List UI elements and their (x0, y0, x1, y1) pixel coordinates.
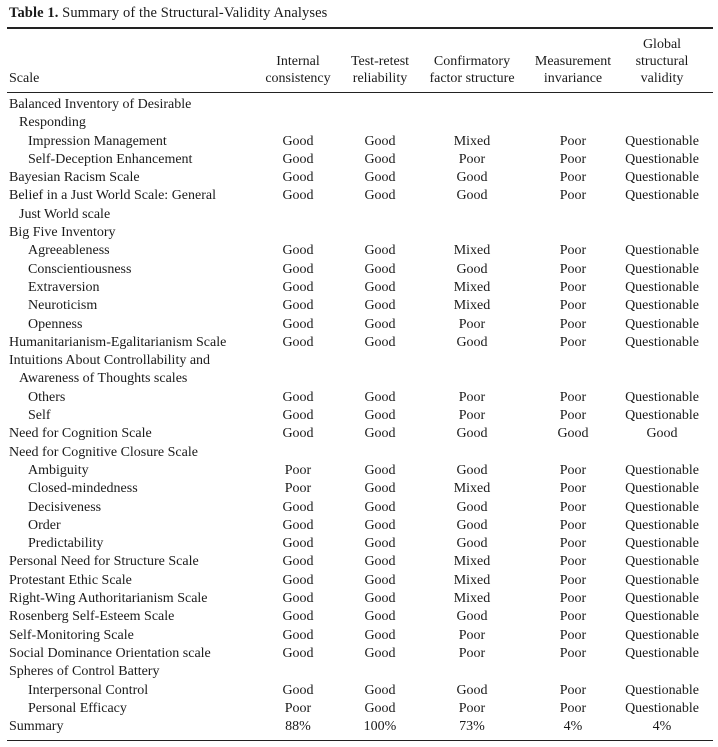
scale-name-line1: Personal Efficacy (28, 700, 127, 716)
cell-internal-consistency: Poor (284, 700, 312, 716)
cell-test-retest: Good (364, 133, 396, 149)
scale-name-line1: Social Dominance Orientation scale (9, 645, 211, 661)
cell-measurement-invariance: Poor (559, 389, 587, 405)
scale-name-line1: Openness (28, 316, 83, 332)
cell-measurement-invariance: Poor (559, 170, 587, 186)
cell-test-retest: Good (364, 517, 396, 533)
cell-confirmatory-factor: Good (456, 334, 488, 350)
cell-test-retest: Good (364, 426, 396, 442)
cell-global-validity: Questionable (625, 700, 699, 716)
cell-test-retest: Good (364, 536, 396, 552)
cell-measurement-invariance: 4% (563, 719, 583, 735)
cell-internal-consistency: Good (282, 261, 314, 277)
cell-internal-consistency: Good (282, 645, 314, 661)
scale-name (28, 499, 101, 517)
table-row (0, 535, 718, 553)
cell-confirmatory-factor: Good (456, 682, 488, 698)
cell-confirmatory-factor: Good (456, 188, 488, 204)
header-internal-line1: Internal (276, 54, 320, 69)
table-row (0, 663, 718, 681)
scale-name-line1: Others (28, 389, 66, 405)
table-row (0, 334, 718, 352)
scale-name-line1: Big Five Inventory (9, 225, 116, 241)
scale-name-line1: Decisiveness (28, 499, 102, 515)
scale-name-line1: Rosenberg Self-Esteem Scale (9, 609, 175, 625)
table-row (0, 499, 718, 517)
cell-internal-consistency: Good (282, 591, 314, 607)
scale-name (28, 242, 110, 260)
cell-test-retest: Good (364, 609, 396, 625)
scale-name-line1: Ambiguity (28, 462, 89, 478)
table-row (0, 279, 718, 297)
scale-name (28, 700, 127, 718)
scale-name-line1: Right-Wing Authoritarianism Scale (9, 591, 208, 607)
cell-global-validity: Questionable (625, 645, 699, 661)
cell-global-validity: 4% (652, 719, 672, 735)
scale-name-line1: Impression Management (28, 133, 167, 149)
cell-test-retest: Good (364, 700, 396, 716)
cell-measurement-invariance: Poor (559, 481, 587, 497)
cell-internal-consistency: Good (282, 316, 314, 332)
cell-confirmatory-factor: Poor (458, 151, 486, 167)
scale-name (28, 480, 138, 498)
scale-name (28, 297, 97, 315)
scale-name (9, 627, 134, 645)
cell-internal-consistency: Good (282, 188, 314, 204)
header-measurement-invariance (530, 53, 616, 87)
cell-global-validity: Questionable (625, 151, 699, 167)
cell-internal-consistency: Poor (284, 481, 312, 497)
cell-global-validity: Questionable (625, 279, 699, 295)
cell-test-retest: Good (364, 462, 396, 478)
cell-test-retest: Good (364, 481, 396, 497)
table-row (0, 444, 718, 462)
scale-name-line1: Bayesian Racism Scale (9, 170, 140, 186)
cell-measurement-invariance: Poor (559, 462, 587, 478)
cell-measurement-invariance: Poor (559, 188, 587, 204)
table-row (0, 627, 718, 645)
cell-measurement-invariance: Poor (559, 627, 587, 643)
scale-name (28, 535, 103, 553)
cell-confirmatory-factor: Good (456, 536, 488, 552)
scale-name (9, 187, 216, 224)
cell-measurement-invariance: Poor (559, 334, 587, 350)
cell-confirmatory-factor: Mixed (453, 279, 491, 295)
cell-internal-consistency: Good (282, 682, 314, 698)
cell-global-validity: Questionable (625, 298, 699, 314)
cell-global-validity: Questionable (625, 170, 699, 186)
header-test-retest (344, 53, 416, 87)
scale-name-line1: Agreeableness (28, 243, 110, 259)
table-row (0, 700, 718, 718)
header-internal-line2: consistency (265, 71, 331, 86)
cell-confirmatory-factor: Good (456, 499, 488, 515)
cell-test-retest: Good (364, 682, 396, 698)
scale-name (28, 316, 82, 334)
summary-row (0, 718, 718, 736)
scale-name-line2: Responding (19, 115, 86, 131)
header-internal-consistency (262, 53, 334, 87)
cell-confirmatory-factor: Poor (458, 316, 486, 332)
scale-name (9, 224, 116, 242)
cell-internal-consistency: Good (282, 426, 314, 442)
cell-global-validity: Questionable (625, 609, 699, 625)
scale-name (28, 151, 192, 169)
cell-measurement-invariance: Poor (559, 316, 587, 332)
cell-test-retest: Good (364, 389, 396, 405)
cell-confirmatory-factor: 73% (459, 719, 485, 735)
cell-internal-consistency: 88% (285, 719, 311, 735)
scale-name (9, 663, 159, 681)
table-row (0, 572, 718, 590)
scale-name-line2: Awareness of Thoughts scales (19, 371, 188, 387)
cell-measurement-invariance: Poor (559, 700, 587, 716)
table-row (0, 242, 718, 260)
cell-internal-consistency: Good (282, 133, 314, 149)
scale-name (9, 334, 226, 352)
cell-global-validity: Questionable (625, 481, 699, 497)
cell-internal-consistency: Good (282, 554, 314, 570)
scale-name (9, 572, 132, 590)
cell-internal-consistency: Poor (284, 462, 312, 478)
cell-measurement-invariance: Poor (559, 609, 587, 625)
table-row (0, 425, 718, 443)
header-global-line2: structural (635, 54, 689, 69)
cell-global-validity: Questionable (625, 682, 699, 698)
table-row (0, 169, 718, 187)
cell-test-retest: Good (364, 499, 396, 515)
cell-internal-consistency: Good (282, 298, 314, 314)
scale-name-line1: Summary (9, 719, 64, 735)
header-cfa-line1: Confirmatory (433, 54, 511, 69)
cell-test-retest: Good (364, 627, 396, 643)
cell-global-validity: Questionable (625, 517, 699, 533)
scale-name-line1: Self (28, 408, 51, 424)
cell-internal-consistency: Good (282, 517, 314, 533)
scale-name (28, 279, 100, 297)
cell-confirmatory-factor: Mixed (453, 133, 491, 149)
table-row (0, 261, 718, 279)
scale-name-line1: Intuitions About Controllability and (9, 353, 211, 369)
cell-confirmatory-factor: Good (456, 426, 488, 442)
table-row (0, 133, 718, 151)
scale-name-line1: Need for Cognitive Closure Scale (9, 444, 198, 460)
cell-confirmatory-factor: Good (456, 462, 488, 478)
table-row (0, 224, 718, 242)
cell-test-retest: Good (364, 188, 396, 204)
table-row (0, 682, 718, 700)
cell-measurement-invariance: Poor (559, 298, 587, 314)
table-row (0, 608, 718, 626)
cell-global-validity: Questionable (625, 316, 699, 332)
cell-internal-consistency: Good (282, 151, 314, 167)
scale-name-line1: Belief in a Just World Scale: General (9, 188, 216, 204)
table-row (0, 517, 718, 535)
table-row (0, 352, 718, 389)
scale-name-line1: Humanitarianism-Egalitarianism Scale (9, 334, 227, 350)
cell-global-validity: Questionable (625, 389, 699, 405)
scale-name-line1: Predictability (28, 536, 104, 552)
cell-measurement-invariance: Good (557, 426, 589, 442)
cell-test-retest: Good (364, 645, 396, 661)
scale-name-line1: Spheres of Control Battery (9, 664, 160, 680)
cell-confirmatory-factor: Poor (458, 700, 486, 716)
cell-confirmatory-factor: Mixed (453, 243, 491, 259)
header-retest-line2: reliability (352, 71, 408, 86)
table-title: Summary of the Structural-Validity Analyses (62, 5, 328, 21)
scale-name-line1: Order (28, 517, 61, 533)
cell-measurement-invariance: Poor (559, 408, 587, 424)
cell-measurement-invariance: Poor (559, 517, 587, 533)
table-header (0, 33, 718, 91)
cell-measurement-invariance: Poor (559, 243, 587, 259)
header-invariance-line1: Measurement (534, 54, 612, 69)
cell-measurement-invariance: Poor (559, 133, 587, 149)
cell-global-validity: Questionable (625, 499, 699, 515)
cell-internal-consistency: Good (282, 499, 314, 515)
cell-confirmatory-factor: Good (456, 609, 488, 625)
scale-name-line1: Self-Monitoring Scale (9, 627, 134, 643)
cell-measurement-invariance: Poor (559, 151, 587, 167)
cell-measurement-invariance: Poor (559, 536, 587, 552)
cell-test-retest: Good (364, 316, 396, 332)
header-retest-line1: Test-retest (350, 54, 410, 69)
cell-test-retest: Good (364, 572, 396, 588)
cell-internal-consistency: Good (282, 389, 314, 405)
scale-name (28, 462, 89, 480)
scale-name-line1: Neuroticism (28, 298, 98, 314)
cell-test-retest: Good (364, 170, 396, 186)
scale-name-line1: Balanced Inventory of Desirable (9, 97, 192, 112)
scale-name (9, 352, 210, 389)
cell-measurement-invariance: Poor (559, 554, 587, 570)
cell-test-retest: Good (364, 243, 396, 259)
table-row (0, 480, 718, 498)
scale-name-line2: Just World scale (19, 206, 111, 222)
bottom-rule (7, 740, 713, 741)
cell-confirmatory-factor: Poor (458, 645, 486, 661)
cell-test-retest: Good (364, 334, 396, 350)
cell-test-retest: Good (364, 408, 396, 424)
table-row (0, 297, 718, 315)
scale-name-line1: Extraversion (28, 279, 100, 295)
cell-test-retest: Good (364, 554, 396, 570)
cell-measurement-invariance: Poor (559, 279, 587, 295)
cell-global-validity: Good (646, 426, 678, 442)
cell-measurement-invariance: Poor (559, 572, 587, 588)
cell-global-validity: Questionable (625, 243, 699, 259)
cell-confirmatory-factor: Mixed (453, 572, 491, 588)
table-row (0, 407, 718, 425)
top-rule (7, 27, 713, 29)
cell-confirmatory-factor: Mixed (453, 481, 491, 497)
scale-name (28, 517, 61, 535)
table-row (0, 316, 718, 334)
header-invariance-line2: invariance (543, 71, 603, 86)
cell-test-retest: Good (364, 591, 396, 607)
cell-confirmatory-factor: Poor (458, 389, 486, 405)
header-global-line3: validity (640, 71, 684, 86)
cell-confirmatory-factor: Good (456, 517, 488, 533)
table-row (0, 645, 718, 663)
cell-test-retest: Good (364, 279, 396, 295)
scale-name (9, 645, 211, 663)
cell-internal-consistency: Good (282, 609, 314, 625)
cell-global-validity: Questionable (625, 591, 699, 607)
cell-global-validity: Questionable (625, 554, 699, 570)
cell-confirmatory-factor: Mixed (453, 554, 491, 570)
cell-global-validity: Questionable (625, 261, 699, 277)
cell-confirmatory-factor: Good (456, 261, 488, 277)
scale-name (9, 608, 174, 626)
table-body (0, 96, 718, 736)
scale-name (9, 96, 191, 133)
scale-name (28, 133, 167, 151)
cell-confirmatory-factor: Mixed (453, 298, 491, 314)
scale-name (28, 261, 131, 279)
cell-internal-consistency: Good (282, 408, 314, 424)
scale-name-line1: Self-Deception Enhancement (28, 151, 193, 167)
scale-name (9, 590, 208, 608)
cell-global-validity: Questionable (625, 627, 699, 643)
scale-name (9, 444, 198, 462)
cell-internal-consistency: Good (282, 334, 314, 350)
cell-measurement-invariance: Poor (559, 261, 587, 277)
table-row (0, 151, 718, 169)
header-scale: Scale (9, 71, 40, 86)
cell-global-validity: Questionable (625, 408, 699, 424)
cell-confirmatory-factor: Poor (458, 627, 486, 643)
cell-internal-consistency: Good (282, 279, 314, 295)
cell-test-retest: Good (364, 261, 396, 277)
cell-internal-consistency: Good (282, 627, 314, 643)
table-row (0, 389, 718, 407)
table-row (0, 462, 718, 480)
scale-name (9, 553, 199, 571)
cell-test-retest: Good (364, 151, 396, 167)
cell-test-retest: 100% (363, 719, 397, 735)
cell-measurement-invariance: Poor (559, 591, 587, 607)
cell-confirmatory-factor: Good (456, 170, 488, 186)
cell-measurement-invariance: Poor (559, 682, 587, 698)
table-label: Table 1. (9, 5, 59, 21)
scale-name-line1: Personal Need for Structure Scale (9, 554, 199, 570)
table-caption (9, 5, 327, 22)
scale-name (9, 169, 140, 187)
cell-internal-consistency: Good (282, 536, 314, 552)
table-row (0, 590, 718, 608)
cell-measurement-invariance: Poor (559, 499, 587, 515)
scale-name (28, 682, 148, 700)
table-row (0, 96, 718, 133)
cell-internal-consistency: Good (282, 243, 314, 259)
cell-confirmatory-factor: Poor (458, 408, 486, 424)
cell-global-validity: Questionable (625, 462, 699, 478)
header-confirmatory (425, 53, 519, 87)
table-row (0, 553, 718, 571)
scale-name-line1: Need for Cognition Scale (9, 426, 152, 442)
scale-name (9, 718, 63, 736)
header-cfa-line2: factor structure (429, 71, 515, 86)
cell-internal-consistency: Good (282, 170, 314, 186)
cell-global-validity: Questionable (625, 334, 699, 350)
cell-test-retest: Good (364, 298, 396, 314)
cell-global-validity: Questionable (625, 536, 699, 552)
scale-name (28, 389, 65, 407)
header-global-line1: Global (642, 37, 682, 52)
cell-global-validity: Questionable (625, 572, 699, 588)
scale-name-line1: Closed-mindedness (28, 481, 138, 497)
scale-name (28, 407, 51, 425)
cell-global-validity: Questionable (625, 133, 699, 149)
table-row (0, 187, 718, 224)
cell-confirmatory-factor: Mixed (453, 591, 491, 607)
scale-name-line1: Protestant Ethic Scale (9, 572, 132, 588)
scale-name-line1: Conscientiousness (28, 261, 132, 277)
cell-measurement-invariance: Poor (559, 645, 587, 661)
cell-internal-consistency: Good (282, 572, 314, 588)
cell-global-validity: Questionable (625, 188, 699, 204)
header-global-validity (618, 36, 706, 87)
scale-name (9, 425, 152, 443)
header-rule (7, 92, 713, 93)
scale-name-line1: Interpersonal Control (28, 682, 149, 698)
